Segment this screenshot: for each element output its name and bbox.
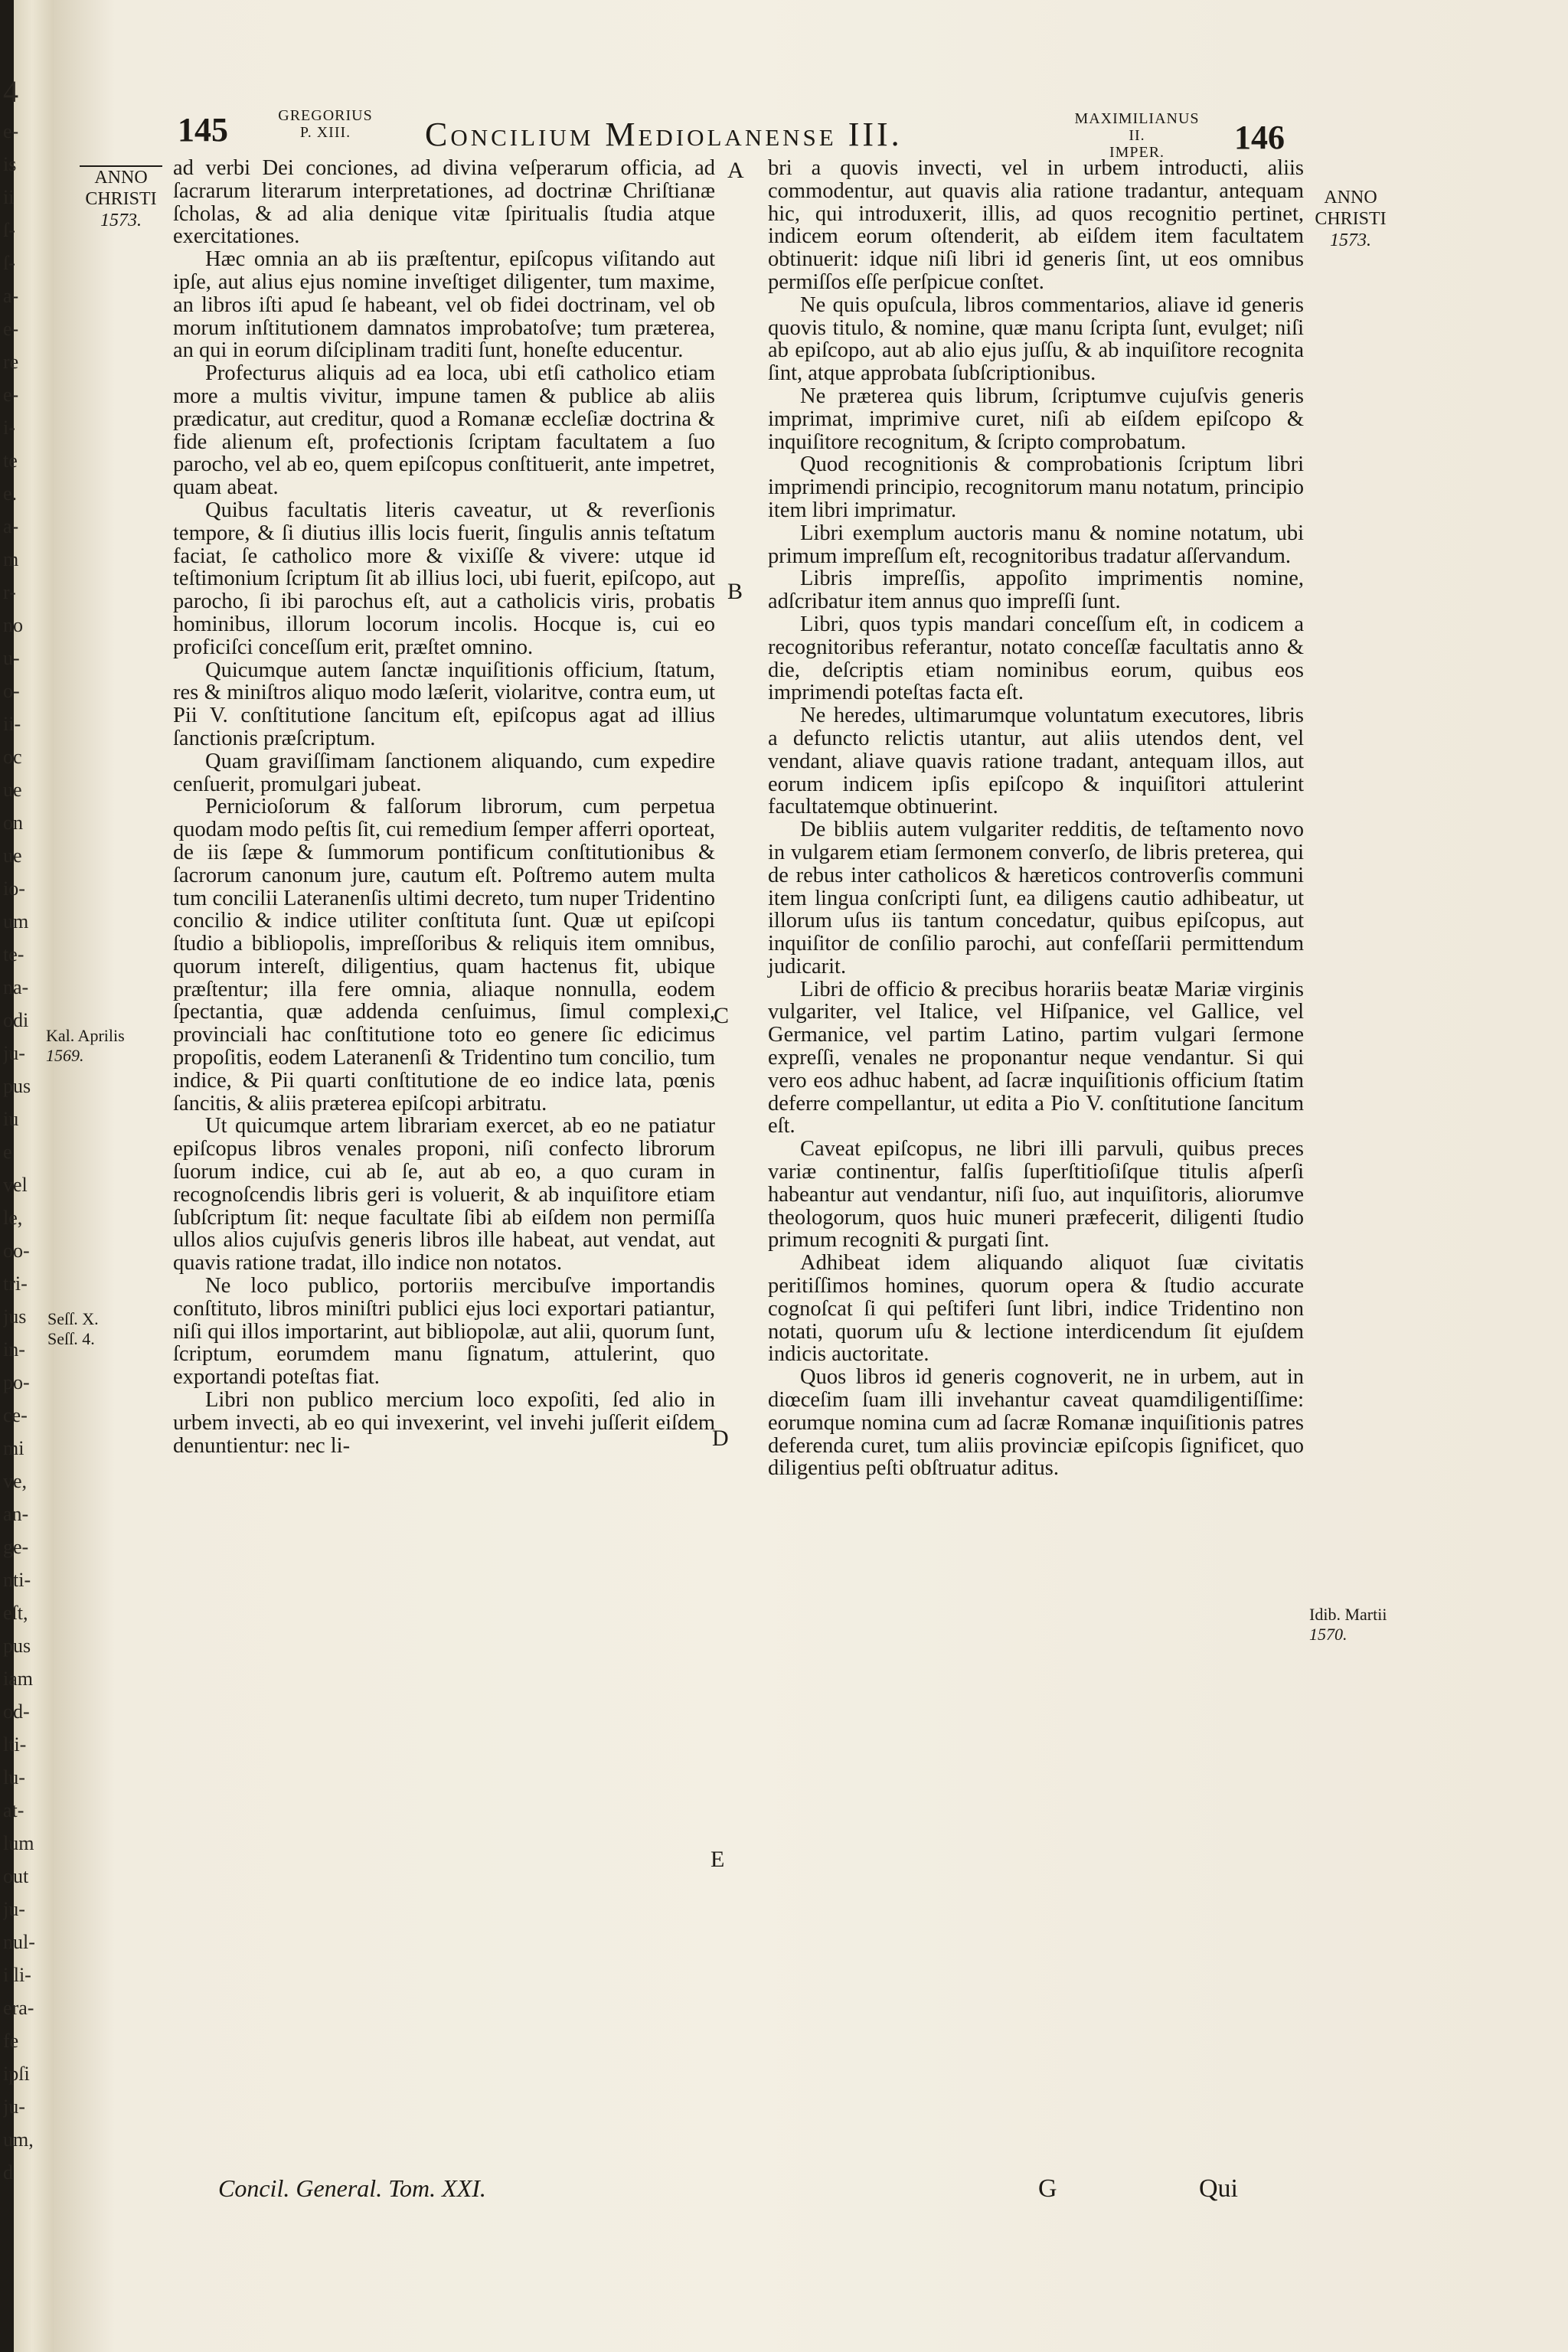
edge-fragment: um, (3, 2128, 34, 2151)
anno-christi: CHRISTI (85, 189, 157, 209)
anno-christi: CHRISTI (1315, 209, 1387, 229)
header-pope-name: GREGORIUS (278, 107, 373, 124)
edge-fragment: nul- (3, 1931, 35, 1953)
edge-fragment: e- (3, 120, 19, 142)
edge-fragment: i- (3, 416, 15, 439)
edge-fragment: oc (3, 746, 22, 768)
paragraph: Quam graviſſimam ſanctionem aliquando, cum expedire cenſuerit, promulgari jubeat. (173, 749, 715, 796)
edge-fragment: lum (3, 1832, 34, 1854)
header-emperor (1064, 110, 1210, 161)
edge-fragment: e (3, 1141, 12, 1163)
left-column (173, 157, 715, 1457)
edge-fragment: mi (3, 1437, 24, 1459)
edge-fragment: um (3, 910, 29, 933)
header-emperor-title: IMPER. (1109, 144, 1165, 161)
edge-fragment: eſt, (3, 1602, 28, 1624)
header-pope-title: P. XIII. (299, 124, 351, 141)
note-kal-aprilis (46, 1026, 161, 1066)
anno-year: 1573. (1330, 230, 1371, 250)
paragraph: Libri non publico mercium loco expoſiti, ſed alio in urbem invecti, ab eo qui invexerint, vel invehi juſſerit eiſdem denuntientur: nec li- (173, 1388, 715, 1458)
note-text: Idib. Martii (1309, 1605, 1387, 1624)
edge-fragment: od- (3, 1700, 30, 1723)
edge-fragment: e. (3, 482, 18, 505)
edge-fragment: te (3, 449, 18, 472)
footer-signature: G (1038, 2174, 1057, 2203)
edge-fragment: ju- (3, 1898, 25, 1920)
note-year: 1569. (46, 1046, 84, 1065)
edge-fragment: lu- (3, 1766, 25, 1788)
edge-fragment: lti- (3, 1733, 27, 1756)
edge-fragment: ge- (3, 1536, 29, 1558)
paragraph: De bibliis autem vulgariter redditis, de teſtamento novo in vulgarem etiam ſermonem converſo, de libris preterea, qui de rebus inter catholicos & hæreticos controverſis communi item lingua conſcripti ſunt, ea diligens cautio adhibeatur, ut illorum uſus iis tantum concedatur, quibus epiſcopus, aut inquiſitor de conſilio parochi, aut confeſſarii permittendum judicarit. (768, 818, 1304, 978)
paragraph: Ne quis opuſcula, libros commentarios, aliave id generis quovis titulo, & nomine, quæ manu ſcripta ſunt, evulget; niſi ab epiſcopo, aut ab alio ejus juſſu, & ab inquiſitore recognita ſint, atque approbata ſubſcriptionibus. (768, 292, 1304, 386)
paragraph: Profecturus aliquis ad ea loca, ubi etſi catholico etiam more a multis vivitur, impune tamen & publice ab aliis prædicatur, aut creditur, quod a Romanæ eccleſiæ doctrina & fide alienum eſt, profectionis ſcriptam facultatem a ſuo parocho, vel ab eo, quem epiſcopus conſtituerit, ante impetret, quam abeat. (173, 361, 715, 500)
note-idib-martii (1309, 1605, 1439, 1645)
paragraph: Quod recognitionis & comprobationis ſcriptum libri imprimendi principio, recognitorum manu notatum, principio item libri imprimatur. (768, 452, 1304, 522)
edge-fragment: na- (3, 976, 29, 998)
edge-fragment: a- (3, 515, 19, 537)
paragraph: ad verbi Dei conciones, ad divina veſperarum officia, ad ſacrarum literarum interpretationes, ad doctrinæ Chriſtianæ ſcholas, & ad alia denique vitæ ſpiritualis ſtudia atque exercitationes. (173, 156, 715, 249)
anno-note-right (1309, 187, 1392, 251)
edge-fragment: ii (3, 186, 15, 208)
page-number-right: 146 (1234, 119, 1285, 156)
edge-fragment: r- (3, 581, 16, 603)
edge-fragment: is (3, 153, 17, 175)
edge-fragment: pus (3, 1075, 31, 1097)
edge-fragment: nti- (3, 1569, 31, 1591)
edge-fragment: pus (3, 1635, 31, 1657)
page-number-left: 145 (178, 111, 228, 149)
paragraph: Pernicioſorum & falſorum librorum, cum perpetua quodam modo peſtis ſit, cui remedium ſemper afferri oporteat, de iis ſæpe & ſummorum pontificum conſtitutionibus & ſacrorum canonum jure, cautum eſt. Poſtremo autem multa tum concilii Lateranenſis ultimi decreto, tum nuper Tridentino concilio & indice utiliter conſtituta ſunt. Quæ ut epiſcopi ſtudio a bibliopolis, impreſſoribus & reliquis item omnibus, quorum intereſt, diligentius, quam hactenus fit, ubique præſtentur; illa fere omnia, aliaque nonnulla, eodem ſpectantia, quæ addenda cenſuimus, ſimul complexi, provinciali hac conſtitutione toto eo genere ſic edicimus propoſitis, eodem Lateranenſi & Tridentino tum concilio, tum indice, & Pii quarti conſtitutione de eo indice lata, pœnis ſancitis, & aliis præterea epiſcopi arbitratu. (173, 795, 715, 1116)
note-text: Seſſ. X. (47, 1309, 99, 1328)
paragraph: Libris impreſſis, appoſito imprimentis nomine, adſcribatur item annus quo impreſſi ſunt. (768, 567, 1304, 614)
paragraph: Libri exemplum auctoris manu & nomine notatum, ubi primum impreſſum eſt, recognitoribus tradatur aſſervandum. (768, 521, 1304, 568)
section-letter-a: A (727, 158, 744, 183)
edge-fragment: e- (3, 318, 19, 340)
paragraph: Ne heredes, ultimarumque voluntatum executores, libris a defuncto relictis utantur, aut aliis utendos dent, vel vendant, aliave quavis ratione tradant, antequam illos, aut eorum indicem ipſis epiſcopo & inquiſitori attulerint facultatemque obtinuerint. (768, 704, 1304, 819)
section-letter-c: C (714, 1003, 730, 1028)
anno-note-left (80, 165, 162, 231)
section-letter-e: E (710, 1847, 725, 1872)
edge-fragment: i li- (3, 1964, 31, 1986)
paragraph: Quos libros id generis cognoverit, ne in urbem, aut in diœceſim ſuam illi invehantur caveat quamdiligentiſſime: eorumque nomina cum ad ſacræ Romanæ inquiſitionis patres deferenda curet, tum aliis provinciæ epiſcopis ſignificet, quo diligentius peſti obſtruatur aditus. (768, 1365, 1304, 1481)
edge-fragment: on (3, 812, 23, 834)
footer-volume: Concil. General. Tom. XXI. (218, 2174, 486, 2202)
paragraph: Libri de officio & precibus horariis beatæ Mariæ virginis vulgariter, vel Italice, vel Hiſpanice, vel Gallice, vel Germanice, vel partim Latino, partim vulgari ſermone expreſſi, venales ne proponantur neque vendantur. Si qui vero eos adhuc habent, ad ſacræ inquiſitionis officium ſtatim deferre compellantur, ut edita a Pio V. conſtitutione ſancitum eſt. (768, 977, 1304, 1138)
edge-fragment: m (3, 548, 19, 570)
edge-fragment: jus (3, 1305, 27, 1328)
edge-fragment: ue (3, 779, 22, 801)
edge-fragment: ju- (3, 1042, 25, 1064)
edge-fragment: ce- (3, 1404, 28, 1426)
edge-fragment: fe (3, 2030, 19, 2052)
section-letter-d: D (712, 1426, 729, 1451)
paragraph: Hæc omnia an ab iis præſtentur, epiſcopus viſitando aut ipſe, aut alius ejus nomine inveſtiget diligenter, tum maxime, an libros iſti apud ſe habeant, vel ob fidei doctrinam, vel ob morum inſtitutionem damnatos improbatoſve; tum præterea, an qui in eorum diſciplinam traditi ſunt, honeſte educentur. (173, 247, 715, 363)
edge-fragment: a- (3, 285, 19, 307)
edge-fragment: e- (3, 384, 19, 406)
paragraph: Caveat epiſcopus, ne libri illi parvuli, quibus preces variæ continentur, falſis ſuperſtitioſiſque titulis aſperſi habeantur aut vendantur, niſi ſuo, aut inquiſitoris, aliorumve theologorum, quos huic muneri præfecerit, diligenti ſtudio primum recogniti & purgati ſint. (768, 1137, 1304, 1253)
edge-fragment: ve, (3, 1470, 28, 1492)
paragraph: Libri, quos typis mandari conceſſum eſt, in codicem a recognitoribus referantur, notato conceſſæ facultatis anno & die, deſcriptis etiam nominibus eorum, quibus eos imprimendi poteſtas facta eſt. (768, 612, 1304, 705)
note-sessio (47, 1309, 139, 1349)
paragraph: Adhibeat idem aliquando aliquot ſuæ civitatis peritiſſimos homines, quorum opera & ſtudio accurate cognoſcat ſi qui peſtiferi ſunt libri, indice Tridentino non notati, quorum uſu & lectione interdicendum ſit ejuſdem indicis auctoritate. (768, 1251, 1304, 1367)
section-letter-b: B (727, 579, 743, 604)
edge-fragment: odi (3, 1009, 29, 1031)
edge-fragment: at- (3, 1799, 24, 1821)
edge-fragment: oo- (3, 1240, 30, 1262)
edge-fragment: po- (3, 1371, 30, 1393)
note-text: Kal. Aprilis (46, 1026, 125, 1045)
edge-fragment: u- (3, 647, 20, 669)
note-text: Seſſ. 4. (47, 1329, 95, 1348)
edge-fragment: ju- (3, 2096, 25, 2118)
edge-fragment: o- (3, 680, 20, 702)
paragraph: Ne loco publico, portoriis mercibuſve importandis conſtituto, libros miniſtri publici ejus loci exportari patiantur, niſi qui illos importarint, aut bibliopolæ, aut alii, quorum ſunt, ſcriptum, eorumdem manu ſignatum, attulerint, quo exportandi poteſtas fiat. (173, 1274, 715, 1390)
page-title: Concilium Mediolanense III. (425, 116, 903, 153)
edge-fragment: ipſi (3, 2063, 30, 2085)
edge-fragment: era- (3, 1997, 34, 2019)
anno-year: 1573. (100, 211, 142, 230)
anno-label: ANNO (1324, 188, 1377, 207)
paragraph: bri a quovis invecti, vel in urbem introducti, aliis commodentur, aut quavis alia ratione tradantur, antequam hic, qui introduxerit, illis, ad quos recognitio pertinet, indicem eorum oſtenderit, ab eiſdem item facultatem obtinuerit: idque niſi libri id generis ſint, ut eos omnibus permiſſos eſſe perſpicue conſtet. (768, 156, 1304, 294)
header-pope (276, 107, 375, 141)
edge-fragment: 4 (3, 74, 18, 109)
edge-fragment: iam (3, 1668, 33, 1690)
paragraph: Quicumque autem ſanctæ inquiſitionis officium, ſtatum, res & miniſtros aliquo modo læſerit, violaritve, contra eum, ut Pii V. conſtitutione ſancitum eſt, epiſcopus agat ad illius ſanctionis præſcriptum. (173, 658, 715, 750)
facing-page-edge (3, 69, 49, 2189)
edge-fragment: in- (3, 1338, 25, 1361)
edge-fragment: out (3, 1865, 29, 1887)
edge-fragment: ii- (3, 713, 21, 735)
footer-catchword: Qui (1199, 2174, 1238, 2203)
edge-fragment: no (3, 614, 23, 636)
note-year: 1570. (1309, 1625, 1348, 1644)
edge-fragment: an- (3, 1503, 29, 1525)
edge-fragment: te- (3, 943, 24, 965)
edge-fragment: iu (3, 1108, 19, 1130)
anno-label: ANNO (94, 168, 148, 188)
edge-fragment: re (3, 351, 19, 373)
edge-fragment: io- (3, 877, 25, 900)
edge-fragment: tri- (3, 1272, 28, 1295)
edge-fragment: ſ- (3, 219, 15, 241)
paragraph: Quibus facultatis literis caveatur, ut & reverſionis tempore, & ſi diutius illis locis fuerit, ſingulis annis teſtatum faciat, ſe catholico more & vixiſſe & vivere: utque id teſtimonium ſcriptum ſit ab illius loci, ubi fuerit, epiſcopo, aut parocho, ſi ibi parochus eſt, aut a catholicis viris, probatis hominibus, illorum locorum incolis. Hocque is, cui eo proficiſci conceſſum erit, præſtet omnino. (173, 498, 715, 659)
edge-fragment: d (3, 2161, 13, 2184)
edge-fragment: ue (3, 844, 22, 867)
edge-fragment: vel (3, 1174, 28, 1196)
paragraph: Ne præterea quis librum, ſcriptumve cujuſvis generis imprimat, imprimive curet, niſi ab eiſdem epiſcopo & inquiſitore recognitum, & ſcripto comprobatum. (768, 384, 1304, 454)
edge-fragment: ſ- (3, 252, 15, 274)
right-column (768, 157, 1304, 1480)
edge-fragment: le, (3, 1207, 23, 1229)
header-emperor-name: MAXIMILIANUS II. (1074, 110, 1200, 144)
paragraph: Ut quicumque artem librariam exercet, ab eo ne patiatur epiſcopus libros venales proponi, niſi confecto librorum ſuorum indice, cui ab ſe, aut ab eo, a quo curam in recognoſcendis libris geri is voluerit, & ab inquiſitore etiam ſubſcriptum ſit: neque facultate ſibi ab eiſdem non permiſſa ullos alios cujuſvis generis libros ille habeat, aut vendat, aut quavis ratione tradat, illo indice non notatos. (173, 1114, 715, 1276)
